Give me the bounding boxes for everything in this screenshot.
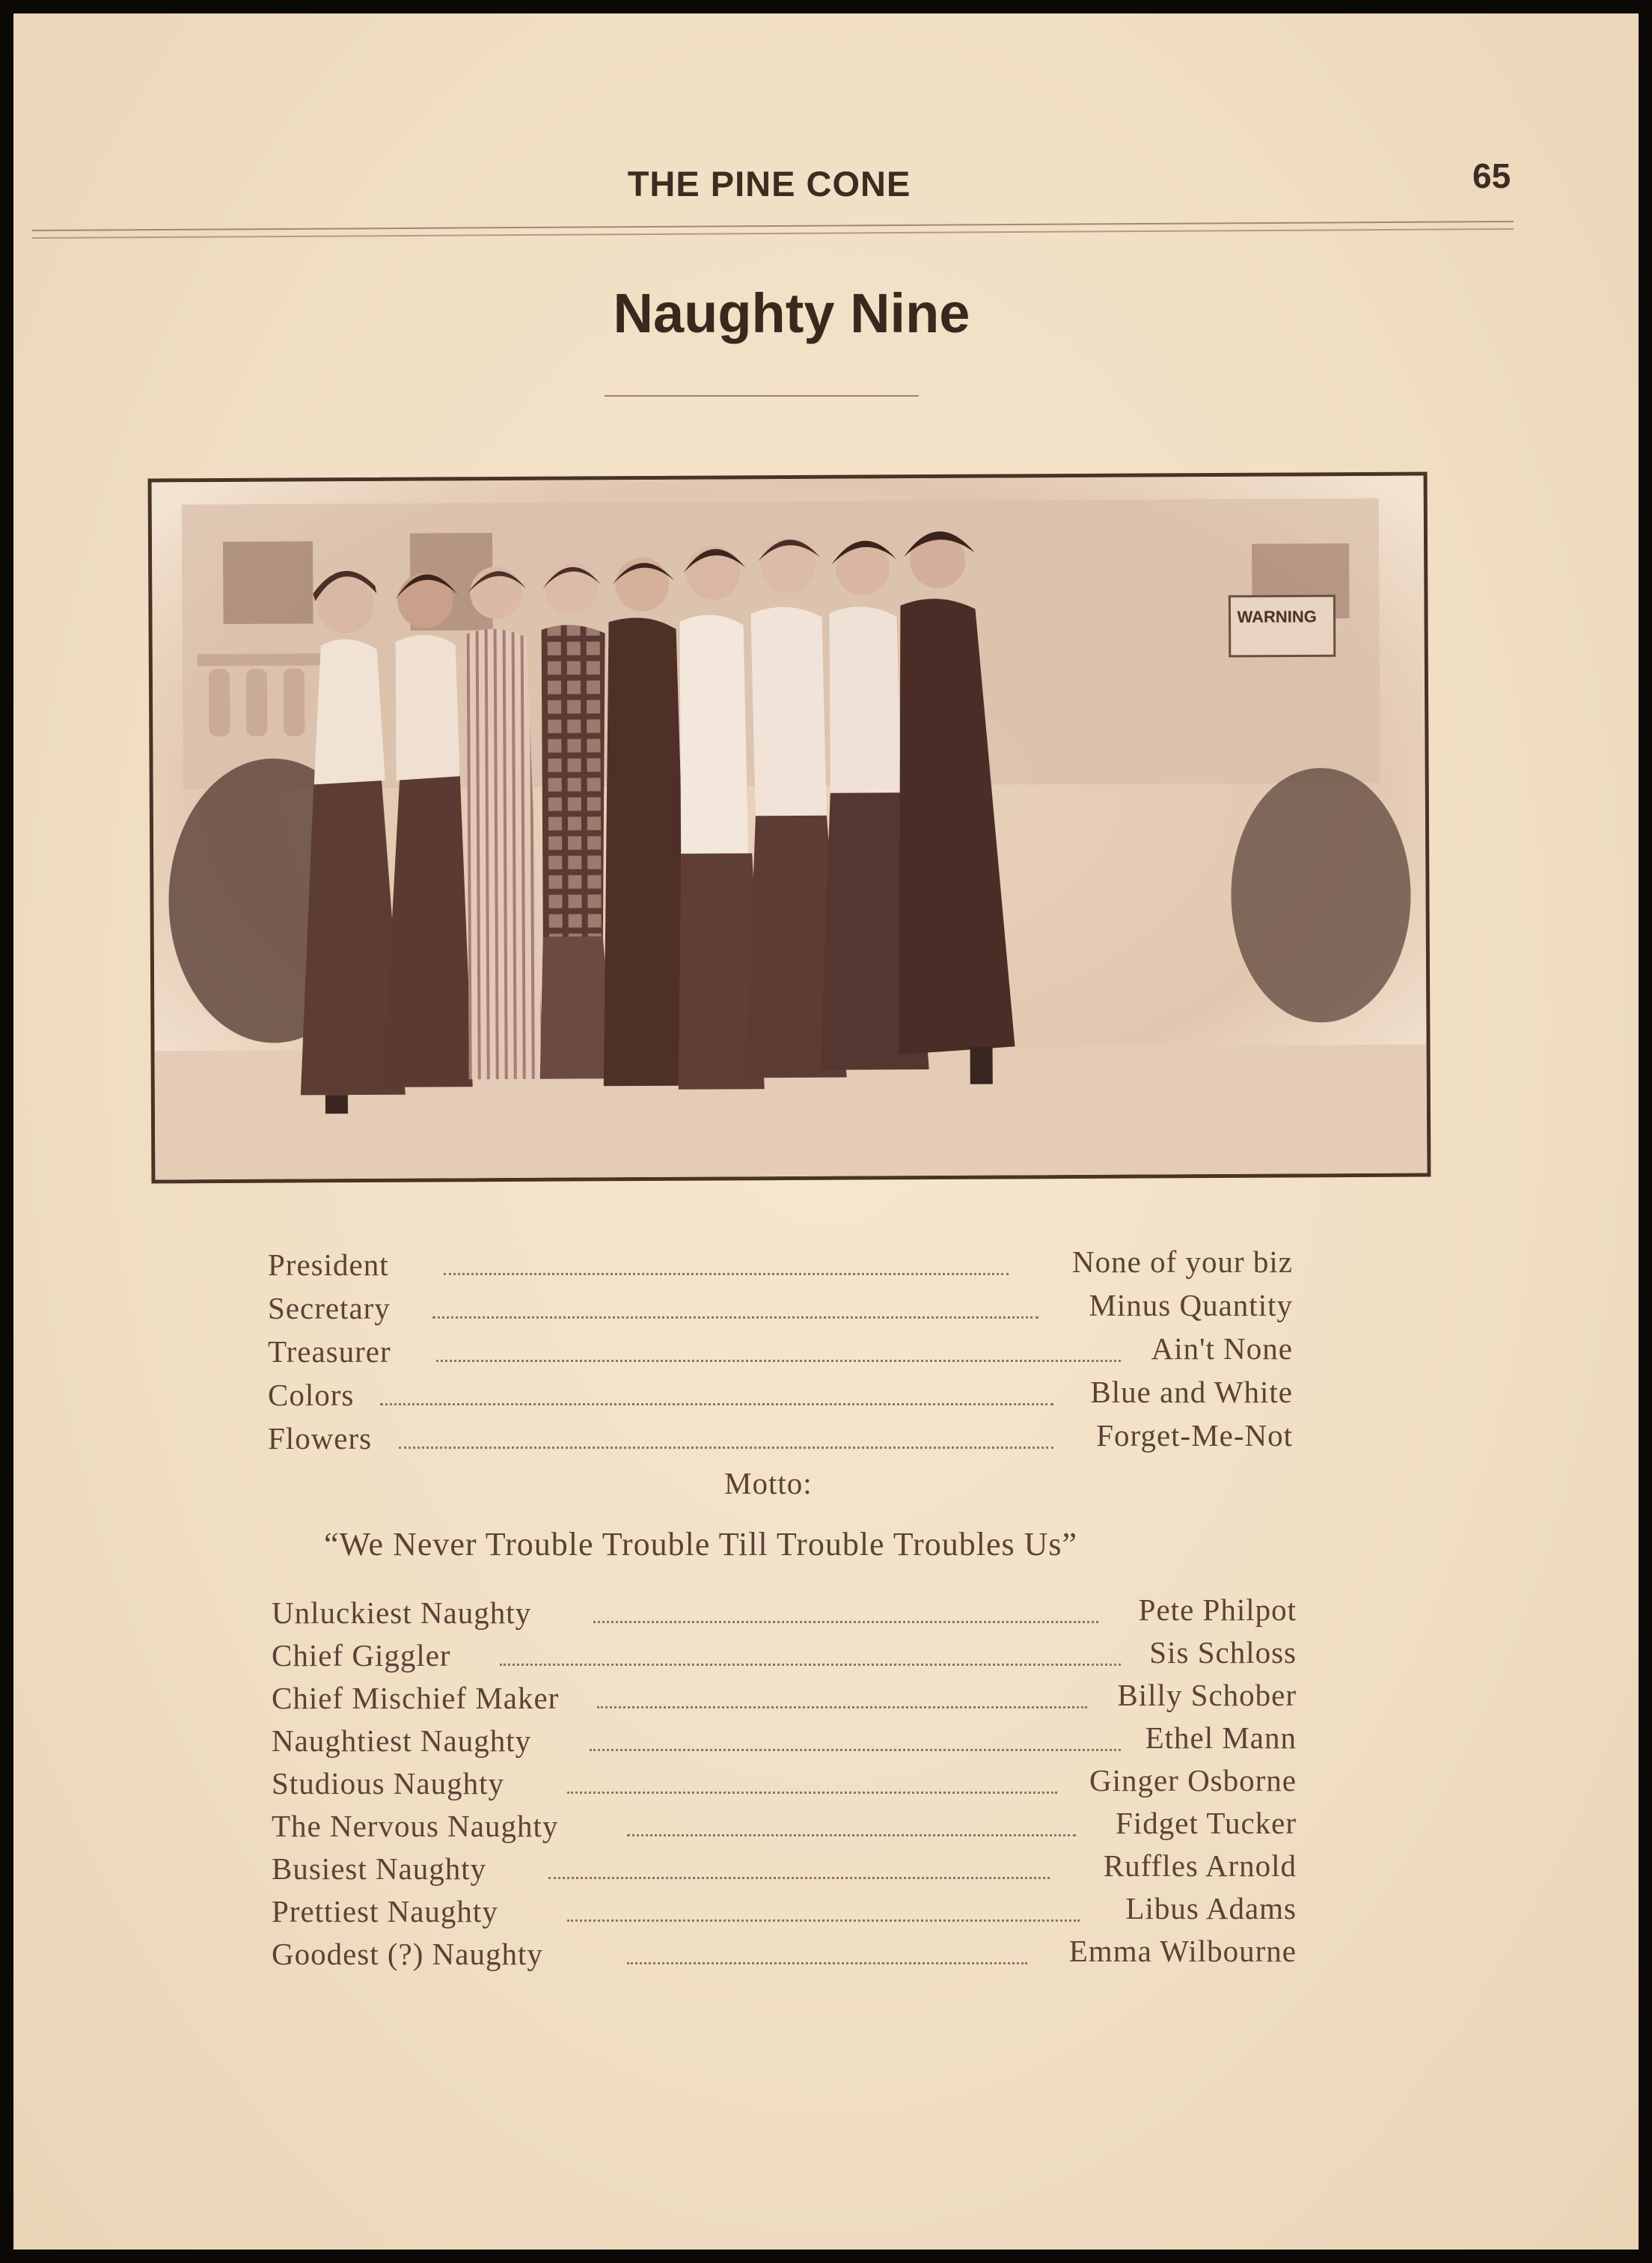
roster-role: Flowers	[268, 1421, 373, 1456]
superlative-title: Studious Naughty	[272, 1766, 504, 1801]
superlative-title: The Nervous Naughty	[272, 1809, 559, 1843]
motto-label: Motto:	[724, 1466, 813, 1500]
roster-row-colors	[268, 1371, 1293, 1416]
superlative-name: Sis Schloss	[1149, 1635, 1297, 1670]
superlative-row	[272, 1930, 1297, 1975]
superlative-row	[272, 1759, 1297, 1804]
group-photo-illustration	[152, 476, 1428, 1180]
leader-dots	[444, 1273, 1009, 1275]
superlative-row	[272, 1631, 1297, 1676]
roster-value: Blue and White	[1090, 1375, 1293, 1409]
leader-dots	[567, 1920, 1080, 1922]
roster-role: President	[268, 1247, 389, 1282]
superlative-row	[272, 1589, 1297, 1634]
superlative-title: Chief Giggler	[272, 1638, 451, 1673]
superlative-title: Busiest Naughty	[272, 1851, 487, 1886]
superlative-name: Libus Adams	[1125, 1891, 1297, 1925]
superlative-title: Naughtiest Naughty	[272, 1723, 532, 1758]
group-photo	[148, 472, 1431, 1184]
motto-text: “We Never Trouble Trouble Till Trouble Troubles Us”	[324, 1526, 1078, 1563]
leader-dots	[590, 1749, 1121, 1751]
page-title: Naughty Nine	[613, 282, 970, 344]
superlative-row	[272, 1802, 1297, 1847]
leader-dots	[593, 1621, 1098, 1623]
leader-dots	[597, 1706, 1087, 1708]
roster-row-flowers	[268, 1414, 1293, 1459]
superlative-name: Pete Philpot	[1138, 1592, 1297, 1627]
superlative-row	[272, 1845, 1297, 1890]
superlative-name: Ethel Mann	[1145, 1720, 1297, 1755]
roster-value: Ain't None	[1151, 1331, 1293, 1366]
leader-dots	[436, 1360, 1121, 1362]
leader-dots	[548, 1877, 1050, 1879]
superlative-title: Chief Mischief Maker	[272, 1681, 560, 1715]
superlative-name: Ginger Osborne	[1089, 1763, 1297, 1798]
superlative-name: Emma Wilbourne	[1068, 1934, 1297, 1968]
superlative-title: Prettiest Naughty	[272, 1894, 498, 1928]
warning-sign-text: WARNING	[1237, 607, 1317, 626]
superlative-title: Goodest (?) Naughty	[272, 1937, 543, 1971]
roster-value: Minus Quantity	[1089, 1288, 1293, 1322]
leader-dots	[399, 1447, 1053, 1449]
page-number: 65	[1472, 156, 1511, 195]
leader-dots	[627, 1834, 1076, 1836]
leader-dots	[627, 1962, 1027, 1964]
superlative-row	[272, 1674, 1297, 1719]
superlative-name: Billy Schober	[1117, 1678, 1297, 1712]
superlative-name: Fidget Tucker	[1116, 1806, 1297, 1840]
running-head: THE PINE CONE	[627, 164, 911, 204]
leader-dots	[567, 1792, 1057, 1794]
roster-row-president	[268, 1241, 1293, 1286]
superlative-name: Ruffles Arnold	[1103, 1848, 1297, 1883]
roster-value: Forget-Me-Not	[1096, 1418, 1293, 1453]
superlative-row	[272, 1887, 1297, 1932]
title-rule	[605, 395, 919, 397]
roster-row-treasurer	[268, 1328, 1293, 1372]
leader-dots	[432, 1316, 1038, 1319]
leader-dots	[500, 1664, 1121, 1666]
header-rule	[32, 221, 1514, 239]
roster-value: None of your biz	[1072, 1245, 1293, 1279]
yearbook-page	[13, 13, 1639, 2250]
roster-role: Treasurer	[268, 1334, 391, 1369]
superlative-title: Unluckiest Naughty	[272, 1595, 532, 1630]
superlative-row	[272, 1717, 1297, 1762]
roster-role: Colors	[268, 1378, 355, 1412]
roster-role: Secretary	[268, 1291, 391, 1325]
leader-dots	[380, 1403, 1053, 1405]
roster-row-secretary	[268, 1284, 1293, 1329]
